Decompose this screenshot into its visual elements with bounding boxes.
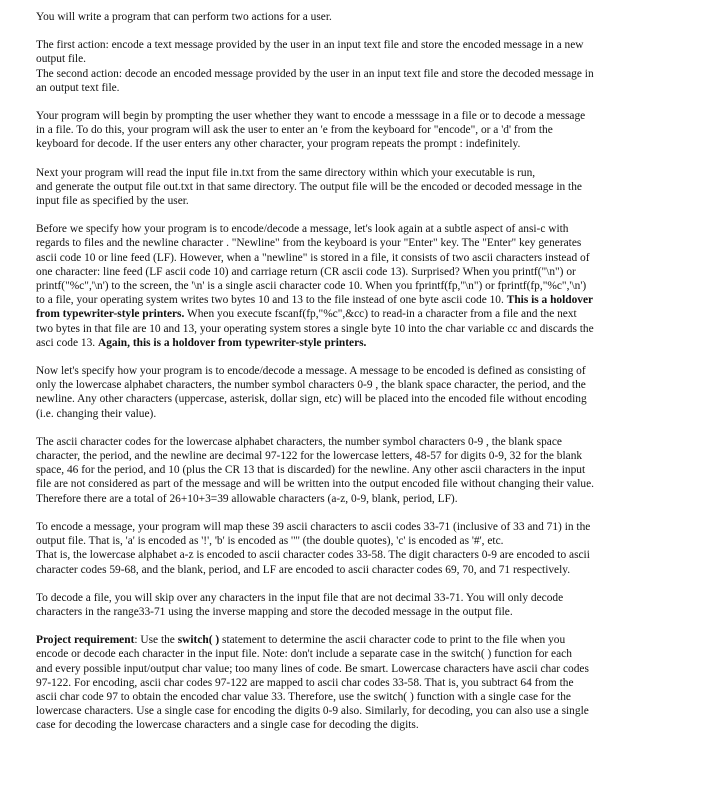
paragraph-files <box>36 166 676 209</box>
text-line: Your program will begin by prompting the user whether they want to encode a messsage in a file or to decode a message <box>36 110 586 123</box>
text-line: an output text file. <box>36 81 120 94</box>
text-line: To encode a message, your program will map these 39 ascii characters to ascii codes 33-71 (inclusive of 33 and 71) in the <box>36 520 591 533</box>
paragraph-prompt <box>36 109 676 152</box>
paragraph-encode <box>36 520 676 577</box>
text-line: output file. <box>36 53 86 66</box>
text-line: Now let's specify how your program is to encode/decode a message. A message to be encoded is defined as consisting of <box>36 365 586 378</box>
text-line: file are not considered as part of the message and will be written into the output encoded file without changing their value. <box>36 478 594 491</box>
text-line-mixed <box>36 336 676 350</box>
text-line: and every possible input/output char value; too many lines of code. Be smart. Lowercase characters have ascii char codes <box>36 662 589 675</box>
text-line: only the lowercase alphabet characters, the number symbol characters 0-9 , the blank space character, the period, and the <box>36 379 586 392</box>
text-line: lowercase characters. Use a single case for encoding the digits 0-9 also. Similarly, for decoding, you can also use a single <box>36 705 589 718</box>
text-line: ascii char code 97 to obtain the encoded char value 33. Therefore, use the switch( ) function with a single case for the <box>36 690 571 703</box>
paragraph-ascii-codes <box>36 435 676 506</box>
text-line: The ascii character codes for the lowercase alphabet characters, the number symbol characters 0-9 , the blank space <box>36 435 562 448</box>
text-segment: When you execute fscanf(fp,"%c",&cc) to read-in a character from a file and the next <box>184 308 577 321</box>
text-segment: statement to determine the ascii character code to print to the file when you <box>219 634 566 647</box>
text-line: space, 46 for the period, and 10 (plus the CR 13 that is discarded) for the newline. Any other ascii characters in the input <box>36 464 586 477</box>
text-line: newline. Any other characters (uppercase, asterisk, dollar sign, etc) will be placed into the encoded file without encoding <box>36 393 587 406</box>
text-line: regards to files and the newline character . "Newline" from the keyboard is your "Enter" key. The "Enter" key generates <box>36 237 582 250</box>
text-segment: : Use the <box>134 634 178 647</box>
text-line: character, the period, and the newline are decimal 97-122 for the lowercase letters, 48-57 for digits 0-9, 32 for the blank <box>36 450 583 463</box>
text-line: printf("%c",'\n') to the screen, the '\n' is a single ascii character code 10. When you fprintf(fp,"\n") or fprintf(fp,"%c",'\n') <box>36 280 587 293</box>
text-line: The second action: decode an encoded message provided by the user in an input text file and store the decoded message in <box>36 67 594 80</box>
text-line: keyboard for decode. If the user enters any other character, your program repeats the prompt : indefinitely. <box>36 138 521 151</box>
bold-note: from typewriter-style printers. <box>36 308 185 321</box>
document-body <box>36 10 676 733</box>
text-line: two bytes in that file are 10 and 13, your operating system stores a single byte 10 into the char variable cc and discards the <box>36 322 594 335</box>
text-line: case for decoding the lowercase characters and a single case for decoding the digits. <box>36 719 419 732</box>
text-line: character codes 59-68, and the blank, period, and LF are encoded to ascii character codes 69, 70, and 71 respectively. <box>36 563 571 576</box>
bold-note: Again, this is a holdover from typewriter-style printers. <box>98 336 367 349</box>
text-segment: to a file, your operating system writes two bytes 10 and 13 to the file instead of one byte ascii code 10. <box>36 294 504 307</box>
paragraph-actions <box>36 38 676 95</box>
paragraph-intro <box>36 10 676 24</box>
text-line: 97-122. For encoding, ascii char codes 97-122 are mapped to ascii char codes 33-58. That is, you subtract 64 from the <box>36 676 574 689</box>
text-line: That is, the lowercase alphabet a-z is encoded to ascii character codes 33-58. The digit characters 0-9 are encoded to ascii <box>36 549 590 562</box>
text-line: ascii code 10 or line feed (LF). However, when a "newline" is stored in a file, it consists of two ascii characters instead of <box>36 251 590 264</box>
requirement-label: Project requirement <box>36 634 135 647</box>
text-line: encode or decode each character in the input file. Note: don't include a separate case in the switch( ) function for each <box>36 648 572 661</box>
paragraph-message-definition <box>36 364 676 421</box>
text-line: To decode a file, you will skip over any characters in the input file that are not decimal 33-71. You will only decode <box>36 591 564 604</box>
bold-note: This is a holdover <box>506 294 594 307</box>
paragraph-project-requirement <box>36 633 676 732</box>
paragraph-newline <box>36 222 676 350</box>
text-line-mixed <box>36 633 676 647</box>
paragraph-decode <box>36 591 676 619</box>
text-line: one character: line feed (LF ascii code 10) and carriage return (CR ascii code 13). Surprised? When you printf("\n") or <box>36 265 576 278</box>
text-line: in a file. To do this, your program will ask the user to enter an 'e from the keyboard for "encode", or a 'd' from the <box>36 124 553 137</box>
text-line: (i.e. changing their value). <box>36 407 157 420</box>
switch-keyword: switch( ) <box>177 634 220 647</box>
text-line: Before we specify how your program is to encode/decode a message, let's look again at a subtle aspect of ansi-c with <box>36 223 569 236</box>
text-line: Therefore there are a total of 26+10+3=39 allowable characters (a-z, 0-9, blank, period, LF). <box>36 492 458 505</box>
text-line: and generate the output file out.txt in that same directory. The output file will be the encoded or decoded message in the <box>36 180 582 193</box>
text-segment: asci code 13. <box>36 336 96 349</box>
text-line-mixed <box>36 307 676 321</box>
text-line: input file as specified by the user. <box>36 195 189 208</box>
text-line: The first action: encode a text message provided by the user in an input text file and store the encoded message in a new <box>36 39 584 52</box>
text-line: output file. That is, 'a' is encoded as '!', 'b' is encoded as '"' (the double quotes), 'c' is encoded as '#', etc. <box>36 535 504 548</box>
text-line: Next your program will read the input file in.txt from the same directory within which your executable is run, <box>36 166 536 179</box>
text-line: You will write a program that can perform two actions for a user. <box>36 11 332 23</box>
text-line-mixed <box>36 293 676 307</box>
text-line: characters in the range33-71 using the inverse mapping and store the decoded message in the output file. <box>36 605 513 618</box>
